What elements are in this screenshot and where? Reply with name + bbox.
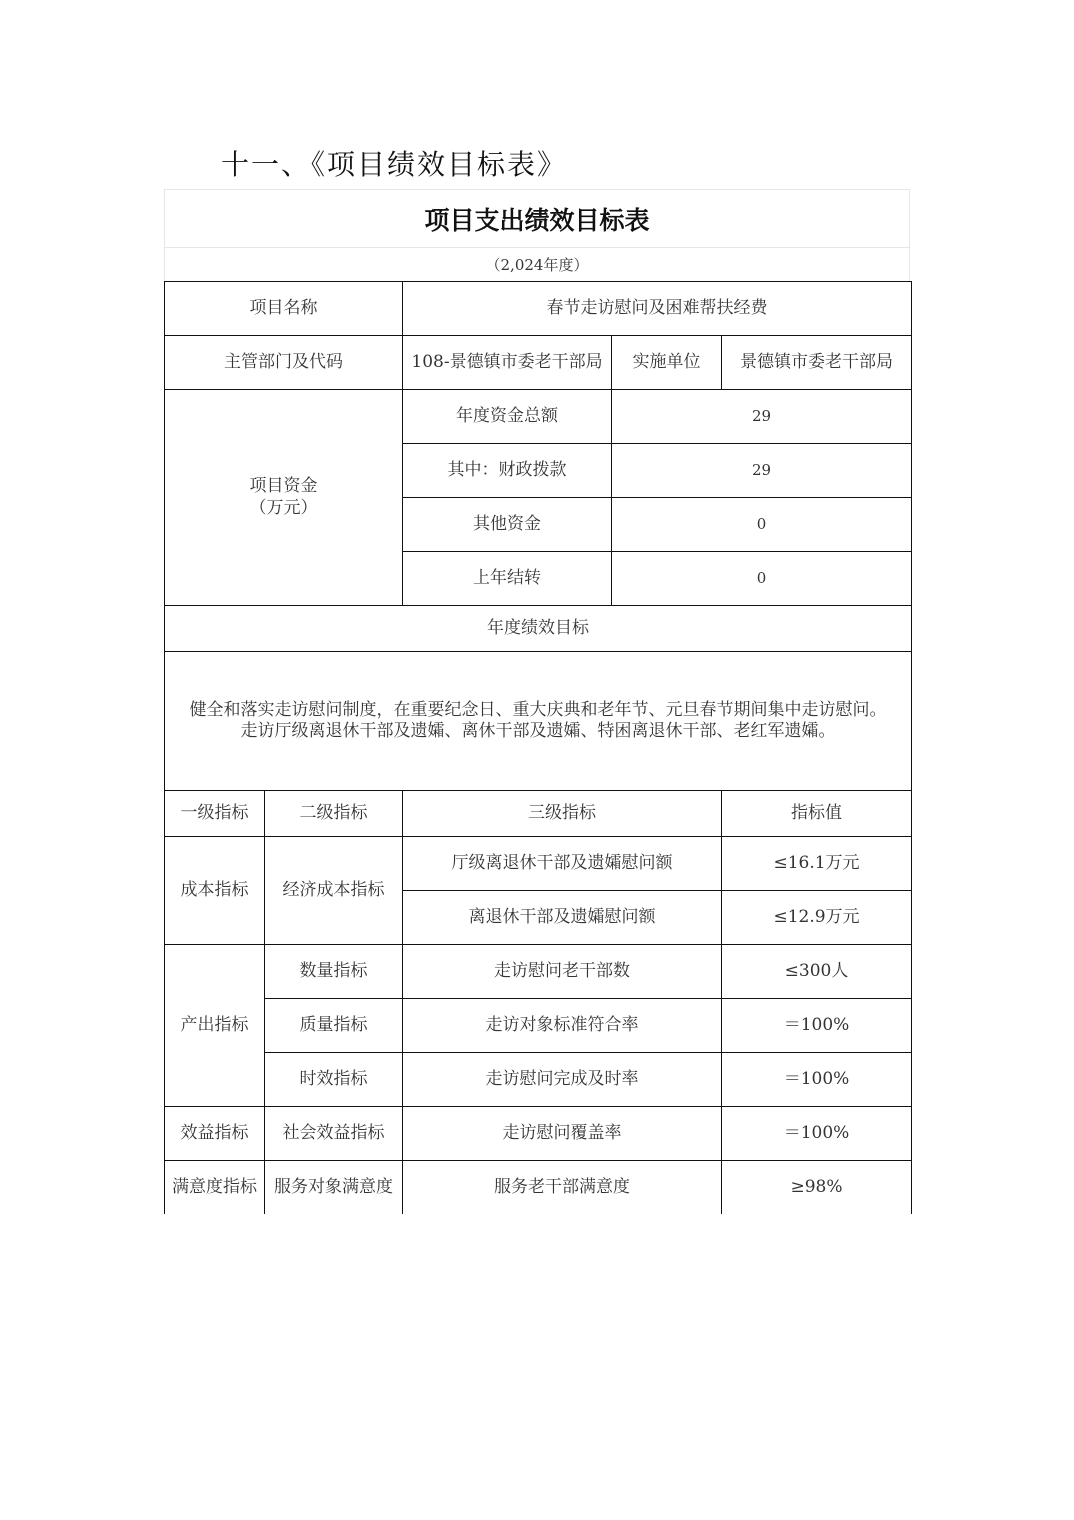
level1-indicator: 产出指标	[165, 945, 265, 1107]
year-label: （2,024年度）	[164, 248, 910, 281]
funds-item-label: 其中：财政拨款	[403, 444, 612, 498]
performance-table	[164, 281, 912, 1214]
indicator-header-row	[165, 791, 912, 837]
level3-indicator: 离退休干部及遗孀慰问额	[403, 891, 722, 945]
indicator-row	[165, 1161, 912, 1215]
indicator-row	[165, 837, 912, 891]
level2-indicator: 社会效益指标	[265, 1107, 403, 1161]
project-name-label: 项目名称	[165, 282, 403, 336]
annual-goal-line1: 健全和落实走访慰问制度，在重要纪念日、重大庆典和老年节、元旦春节期间集中走访慰问。	[189, 699, 887, 720]
header-level3: 三级指标	[403, 791, 722, 837]
annual-goal-header-row	[165, 606, 912, 652]
level3-indicator: 走访慰问覆盖率	[403, 1107, 722, 1161]
department-label: 主管部门及代码	[165, 336, 403, 390]
level3-indicator: 服务老干部满意度	[403, 1161, 722, 1215]
project-funds-label-line2: （万元）	[249, 497, 318, 518]
annual-goal-text	[165, 652, 912, 791]
funds-item-value: 29	[612, 390, 912, 444]
header-value: 指标值	[722, 791, 912, 837]
page-heading: 十一、《项目绩效目标表》	[221, 148, 568, 181]
department-value: 108-景德镇市委老干部局	[403, 336, 612, 390]
level1-indicator: 成本指标	[165, 837, 265, 945]
indicator-row	[165, 1053, 912, 1107]
funds-item-value: 0	[612, 498, 912, 552]
level3-indicator: 走访对象标准符合率	[403, 999, 722, 1053]
funds-item-label: 年度资金总额	[403, 390, 612, 444]
level2-indicator: 数量指标	[265, 945, 403, 999]
level3-indicator: 走访慰问完成及时率	[403, 1053, 722, 1107]
department-row	[165, 336, 912, 390]
indicator-value: ≤300人	[722, 945, 912, 999]
indicator-value: ≥98%	[722, 1161, 912, 1215]
implementing-unit-label: 实施单位	[612, 336, 722, 390]
project-funds-label-line1: 项目资金	[249, 476, 318, 497]
level1-indicator: 效益指标	[165, 1107, 265, 1161]
level3-indicator: 走访慰问老干部数	[403, 945, 722, 999]
indicator-row	[165, 945, 912, 999]
implementing-unit-value: 景德镇市委老干部局	[722, 336, 912, 390]
level2-indicator: 时效指标	[265, 1053, 403, 1107]
indicator-value: ＝100%	[722, 1053, 912, 1107]
level1-indicator: 满意度指标	[165, 1161, 265, 1215]
indicator-value: ≤16.1万元	[722, 837, 912, 891]
level2-indicator: 服务对象满意度	[265, 1161, 403, 1215]
funds-row	[165, 390, 912, 444]
annual-goal-line2: 走访厅级离退休干部及遗孀、离休干部及遗孀、特困离退休干部、老红军遗孀。	[240, 721, 836, 741]
project-name-row	[165, 282, 912, 336]
project-funds-label	[165, 390, 403, 606]
level2-indicator: 质量指标	[265, 999, 403, 1053]
indicator-row	[165, 999, 912, 1053]
indicator-value: ≤12.9万元	[722, 891, 912, 945]
funds-item-value: 0	[612, 552, 912, 606]
funds-item-label: 其他资金	[403, 498, 612, 552]
annual-goal-row	[165, 652, 912, 791]
level2-indicator: 经济成本指标	[265, 837, 403, 945]
funds-item-label: 上年结转	[403, 552, 612, 606]
level3-indicator: 厅级离退休干部及遗孀慰问额	[403, 837, 722, 891]
indicator-value: ＝100%	[722, 1107, 912, 1161]
indicator-value: ＝100%	[722, 999, 912, 1053]
header-level2: 二级指标	[265, 791, 403, 837]
project-name-value: 春节走访慰问及困难帮扶经费	[403, 282, 912, 336]
indicator-row	[165, 1107, 912, 1161]
table-title: 项目支出绩效目标表	[164, 189, 910, 248]
funds-item-value: 29	[612, 444, 912, 498]
annual-goal-label: 年度绩效目标	[165, 606, 912, 652]
header-level1: 一级指标	[165, 791, 265, 837]
